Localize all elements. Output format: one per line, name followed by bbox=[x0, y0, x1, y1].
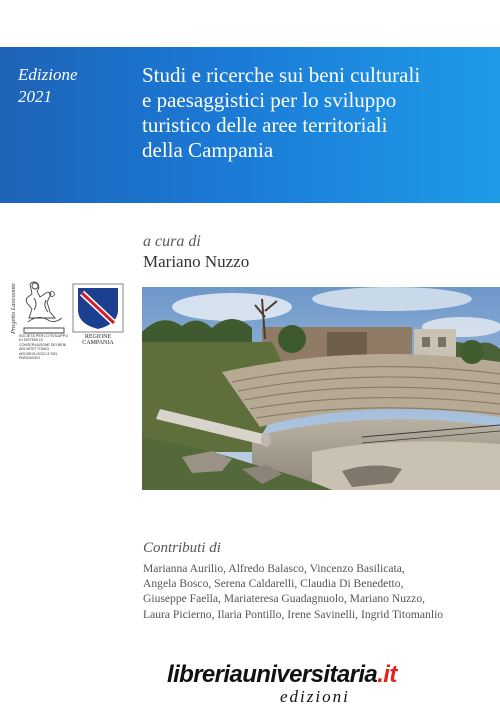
edition-label bbox=[18, 64, 78, 108]
progetto-caption: SOCIETÀ PER LO SVILUPPO DI SISTEMI DI CONSERVAZIONE DEI BENI ARCHITETTONICI, ARCHEOLOGICI E DEL PAESAGGIO bbox=[19, 334, 68, 361]
roman-theatre-ruins-image bbox=[142, 287, 500, 490]
publisher-subtitle: edizioni bbox=[280, 687, 350, 706]
edition-word: Edizione bbox=[18, 65, 78, 84]
contributors-line: Marianna Aurilio, Alfredo Balasco, Vincenzo Basilicata, bbox=[143, 562, 405, 575]
publisher-name bbox=[167, 661, 477, 689]
edition-year: 2021 bbox=[18, 87, 52, 106]
progetto-vertical-text: Progetto Laocoonte bbox=[10, 283, 17, 334]
regione-campania-name: REGIONE CAMPANIA bbox=[82, 334, 114, 346]
laocoon-statue-icon bbox=[10, 278, 70, 336]
publisher-logo bbox=[167, 661, 477, 706]
contributors-line: Angela Bosco, Serena Caldarelli, Claudia Di Benedetto, bbox=[143, 577, 404, 591]
title-line-3: turistico delle aree territoriali bbox=[142, 113, 388, 137]
roman-theatre-photo bbox=[142, 287, 500, 490]
title-line-1: Studi e ricerche sui beni culturali bbox=[142, 63, 421, 87]
progetto-laocoonte-logo bbox=[10, 278, 68, 368]
regione-campania-crest-icon bbox=[69, 283, 127, 333]
curator-name: Mariano Nuzzo bbox=[143, 252, 250, 271]
book-title bbox=[142, 63, 487, 163]
contributors-list bbox=[143, 561, 493, 622]
regione-campania-logo bbox=[69, 283, 127, 345]
title-line-4: della Campania bbox=[142, 138, 274, 162]
title-line-2: e paesaggistici per lo sviluppo bbox=[142, 88, 397, 112]
publisher-name-main: libreriauniversitaria bbox=[167, 661, 378, 688]
contributors-label: Contributi di bbox=[143, 540, 221, 556]
contributors-line: Giuseppe Faella, Mariateresa Guadagnuolo, Mariano Nuzzo, bbox=[143, 592, 426, 606]
curated-by-label: a cura di bbox=[143, 233, 201, 250]
contributors-line: Laura Picierno, Ilaria Pontillo, Irene Savinelli, Ingrid Titomanlio bbox=[143, 607, 444, 621]
publisher-name-tld: .it bbox=[377, 661, 397, 688]
